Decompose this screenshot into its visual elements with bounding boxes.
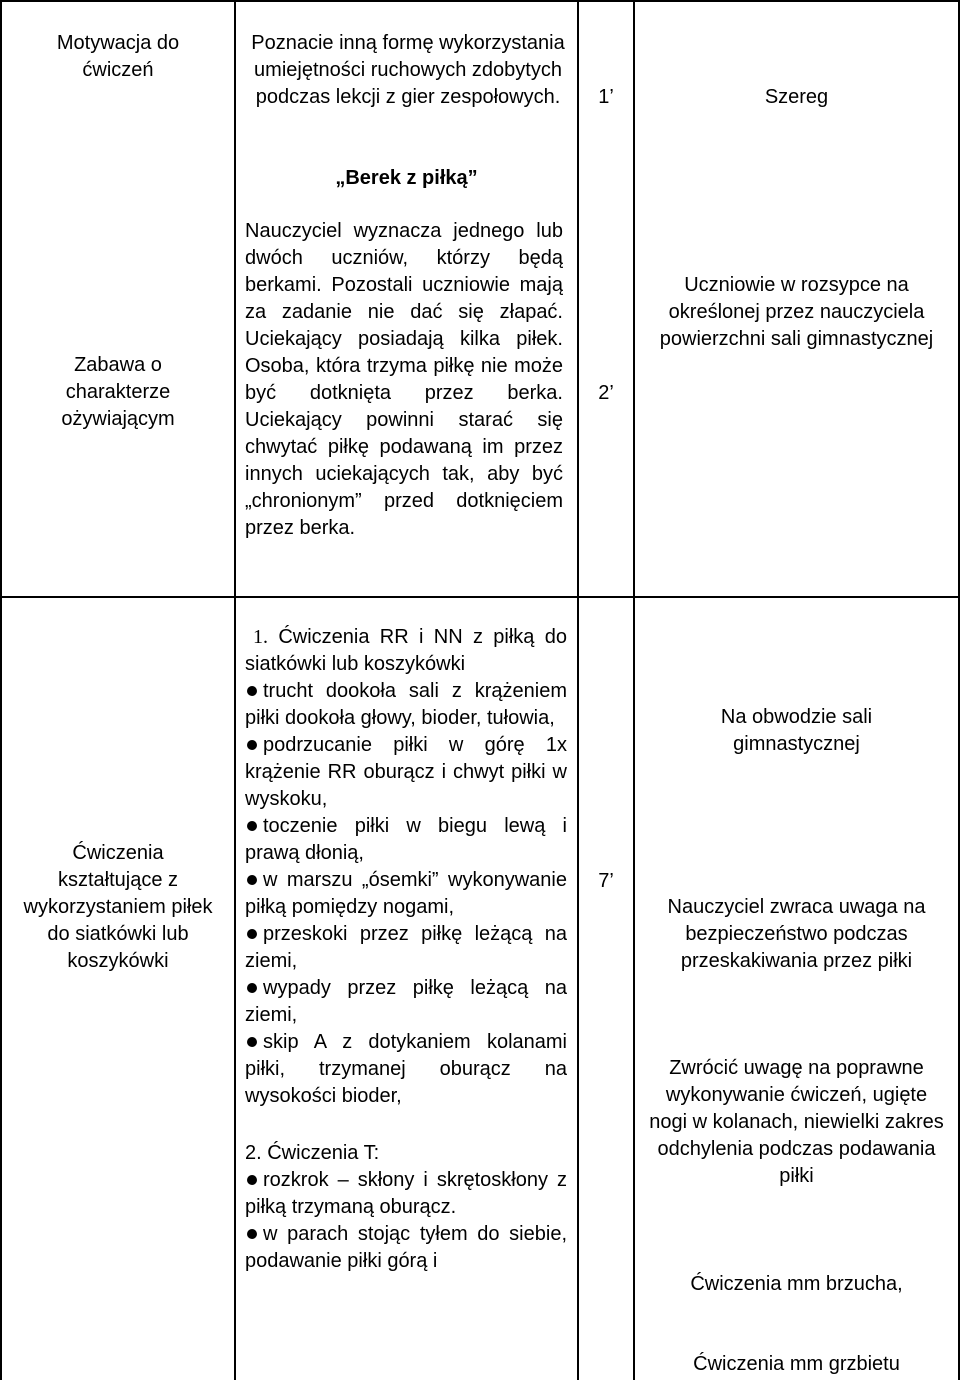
time-value: 1’	[598, 86, 614, 108]
section2-heading: 2. Ćwiczenia T:	[245, 1142, 380, 1164]
row3-activity	[2, 840, 234, 975]
list-item: toczenie piłki w biegu lewą i prawą dłonią,	[245, 815, 567, 864]
list-item: w parach stojąc tyłem do siebie, podawanie piłki górą i	[245, 1223, 567, 1272]
organization-text: Uczniowie w rozsypce na określonej przez nauczyciela powierzchni sali gimnastycznej	[659, 274, 934, 350]
divider-col1	[234, 0, 236, 1380]
bullet-icon	[245, 981, 259, 995]
row1-description	[248, 30, 568, 111]
note-organization: Na obwodzie sali gimnastycznej	[720, 706, 873, 755]
organization-text: Szereg	[764, 86, 829, 108]
bullet-icon	[245, 1035, 259, 1049]
row3-notes	[635, 0, 958, 1380]
section1-number: 1.	[253, 626, 268, 648]
note-technique: Zwrócić uwagę na poprawne wykonywanie ćwiczeń, ugięte nogi w kolanach, niewielki zakres odchylenia podczas podawania piłki	[649, 1057, 944, 1187]
row2-time	[579, 380, 633, 407]
list-item: skip A z dotykaniem kolanami piłki, trzymanej oburącz na wysokości bioder,	[245, 1031, 567, 1107]
game-title-text: „Berek z piłką”	[335, 167, 478, 189]
row2-description	[245, 218, 563, 542]
note-abdominal: Ćwiczenia mm brzucha,	[690, 1273, 903, 1295]
bullet-icon	[245, 873, 259, 887]
time-value: 2’	[598, 382, 614, 404]
note-back: Ćwiczenia mm grzbietu	[693, 1353, 900, 1375]
activity-label: Ćwiczenia kształtujące z wykorzystaniem piłek do siatkówki lub koszykówki	[23, 842, 213, 972]
list-item: w marszu „ósemki” wykonywanie piłką pomiędzy nogami,	[245, 869, 567, 918]
bullet-icon	[245, 819, 259, 833]
bullet-icon	[245, 1173, 259, 1187]
list-item: wypady przez piłkę leżącą na ziemi,	[245, 977, 567, 1026]
note-safety: Nauczyciel zwraca uwaga na bezpieczeństwo podczas przeskakiwania przez piłki	[667, 896, 926, 972]
bullet-icon	[245, 1227, 259, 1241]
row1-activity	[2, 30, 234, 84]
section1-title: Ćwiczenia RR i NN z piłką do siatkówki lub koszykówki	[245, 626, 567, 675]
section1-list	[245, 678, 567, 1110]
bullet-icon	[245, 927, 259, 941]
list-item: rozkrok – skłony i skrętoskłony z piłką trzymaną oburącz.	[245, 1169, 567, 1218]
description-text: Nauczyciel wyznacza jednego lub dwóch uczniów, którzy będą berkami. Pozostali uczniowie mają za zadanie nie dać się złapać. Uciekający posiadają kilka piłek. Osoba, która trzyma piłkę nie może być dotknięta przez berka. Uciekający powinni starać się chwytać piłkę podawaną im przez innych uciekających tak, aby być „chronionym” przed dotknięciem przez berka.	[245, 220, 563, 539]
divider-col2	[577, 0, 579, 1380]
activity-label: Zabawa o charakterze ożywiającym	[61, 354, 175, 430]
row1-time	[579, 84, 633, 111]
game-title	[236, 165, 577, 192]
row3-time	[579, 868, 633, 895]
list-item: przeskoki przez piłkę leżącą na ziemi,	[245, 923, 567, 972]
list-item: podrzucanie piłki w górę 1x krążenie RR oburącz i chwyt piłki w wyskoku,	[245, 734, 567, 810]
border-left	[0, 0, 2, 1380]
section2-list	[245, 1167, 567, 1275]
time-value: 7’	[598, 870, 614, 892]
bullet-icon	[245, 684, 259, 698]
bullet-icon	[245, 738, 259, 752]
activity-label: Motywacja do ćwiczeń	[56, 32, 180, 81]
section1-heading	[245, 624, 567, 678]
description-text: Poznacie inną formę wykorzystania umiejętności ruchowych zdobytych podczas lekcji z gier zespołowych.	[251, 32, 565, 108]
row2-activity	[2, 352, 234, 433]
list-item: trucht dookoła sali z krążeniem piłki dookoła głowy, bioder, tułowia,	[245, 680, 567, 729]
row3-exercises	[245, 624, 567, 1275]
